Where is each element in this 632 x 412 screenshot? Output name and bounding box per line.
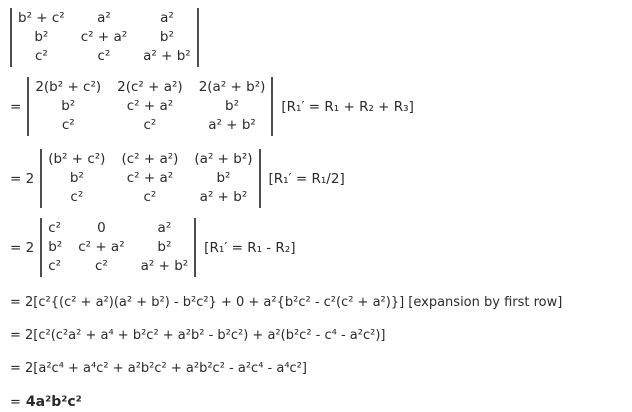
determinant-step-factor-out bbox=[10, 149, 632, 208]
row-operation-note: [R₁′ = R₁ - R₂] bbox=[204, 239, 296, 256]
matrix-cell: c² bbox=[48, 220, 62, 236]
matrix-cell: a² + b² bbox=[143, 48, 191, 64]
matrix-cell: b² bbox=[157, 239, 172, 255]
determinant-matrix-2 bbox=[27, 77, 273, 136]
matrix-cell: c² bbox=[94, 258, 108, 274]
matrix-cell: c² bbox=[143, 117, 157, 133]
matrix-cell: (c² + a²) bbox=[121, 151, 179, 167]
equals-factor: = 2 bbox=[10, 170, 35, 187]
matrix-cell: c² bbox=[61, 117, 75, 133]
matrix-cell: b² bbox=[61, 98, 76, 114]
matrix-cell: 0 bbox=[97, 220, 106, 236]
simplification-line-1: = 2[c²(c²a² + a⁴ + b²c² + a²b² - b²c²) + a²(b²c² - c⁴ - a²c²)] bbox=[10, 328, 386, 343]
expansion-line: = 2[c²{(c² + a²)(a² + b²) - b²c²} + 0 + a²{b²c² - c²(c² + a²)}] [expansion by first row] bbox=[10, 295, 563, 310]
final-result-value: 4a²b²c² bbox=[25, 394, 82, 410]
matrix-cell: a² + b² bbox=[208, 117, 256, 133]
matrix-cell: 2(c² + a²) bbox=[117, 79, 183, 95]
matrix-cell: (a² + b²) bbox=[194, 151, 253, 167]
matrix-cell: b² bbox=[69, 170, 84, 186]
row-operation-note: [R₁′ = R₁ + R₂ + R₃] bbox=[281, 98, 414, 115]
final-result-line bbox=[10, 393, 632, 412]
determinant-step-row-sum bbox=[10, 77, 632, 136]
matrix-cell: b² bbox=[34, 29, 49, 45]
matrix-cell: b² bbox=[225, 98, 240, 114]
matrix-cell: a² bbox=[97, 10, 111, 26]
matrix-cell: 2(a² + b²) bbox=[198, 79, 266, 95]
matrix-cell: c² + a² bbox=[78, 239, 125, 255]
equals-sign: = bbox=[10, 98, 22, 115]
matrix-cell: b² bbox=[216, 170, 231, 186]
determinant-matrix-1 bbox=[10, 8, 199, 67]
matrix-cell: a² + b² bbox=[140, 258, 189, 274]
matrix-cell: c² + a² bbox=[80, 29, 128, 45]
matrix-cell: a² + b² bbox=[199, 189, 248, 205]
matrix-cell: c² bbox=[97, 48, 111, 64]
determinant-matrix-3 bbox=[40, 149, 260, 208]
matrix-cell: b² bbox=[159, 29, 174, 45]
row-operation-note: [R₁′ = R₁/2] bbox=[268, 170, 345, 187]
matrix-cell: b² + c² bbox=[18, 10, 65, 26]
matrix-cell: a² bbox=[157, 220, 172, 236]
matrix-cell: 2(b² + c²) bbox=[35, 79, 102, 95]
matrix-cell: c² + a² bbox=[126, 170, 174, 186]
matrix-cell: c² bbox=[70, 189, 84, 205]
matrix-cell: c² bbox=[34, 48, 48, 64]
determinant-step-row-subtract bbox=[10, 218, 632, 277]
determinant-matrix-4 bbox=[40, 218, 196, 277]
equals-factor: = 2 bbox=[10, 239, 35, 256]
determinant-step-original bbox=[10, 8, 632, 67]
matrix-cell: c² bbox=[143, 189, 157, 205]
matrix-cell: b² bbox=[48, 239, 63, 255]
matrix-cell: a² bbox=[160, 10, 174, 26]
simplification-line-2: = 2[a²c⁴ + a⁴c² + a²b²c² + a²b²c² - a²c⁴ - a⁴c²] bbox=[10, 361, 307, 376]
matrix-cell: c² bbox=[48, 258, 62, 274]
equals-sign: = bbox=[10, 395, 21, 410]
matrix-cell: (b² + c²) bbox=[48, 151, 106, 167]
matrix-cell: c² + a² bbox=[126, 98, 174, 114]
